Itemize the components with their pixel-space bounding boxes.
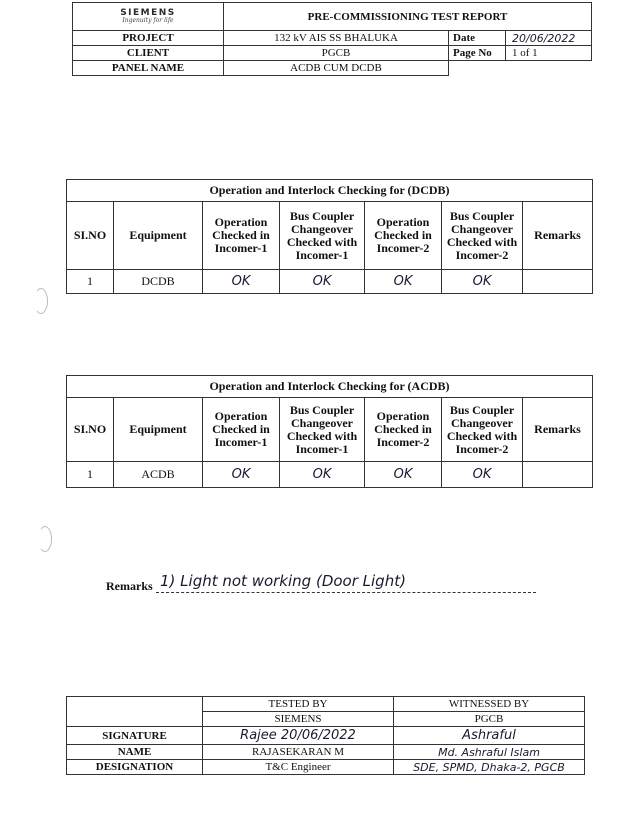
dcdb-bc2-cell: OK <box>442 270 523 294</box>
client-value: PGCB <box>224 46 449 61</box>
company-logo <box>73 3 224 31</box>
col-header-remarks: Remarks <box>523 398 593 462</box>
col-header-bc-incomer1: Bus Coupler Changeover Checked with Incomer-1 <box>280 202 365 270</box>
project-value: 132 kV AIS SS BHALUKA <box>224 31 449 46</box>
dcdb-sl-cell: 1 <box>67 270 114 294</box>
col-header-bc-incomer1: Bus Coupler Changeover Checked with Incomer-1 <box>280 398 365 462</box>
sig-header-empty <box>67 697 203 727</box>
header-empty-cell <box>506 61 592 76</box>
header-empty-cell <box>449 61 506 76</box>
col-header-op-incomer2: Operation Checked in Incomer-2 <box>365 398 442 462</box>
client-label: CLIENT <box>73 46 224 61</box>
page-value: 1 of 1 <box>506 46 592 61</box>
dcdb-bc1-cell: OK <box>280 270 365 294</box>
logo-tagline: Ingenuity for life <box>122 17 174 24</box>
designation-label: DESIGNATION <box>67 760 203 775</box>
report-header <box>72 2 592 76</box>
panel-name-label: PANEL NAME <box>73 61 224 76</box>
acdb-table-title: Operation and Interlock Checking for (ACDB) <box>67 376 593 398</box>
acdb-op2-cell: OK <box>365 462 442 488</box>
witness-signature: Ashraful <box>394 727 585 745</box>
dcdb-op1-cell: OK <box>203 270 280 294</box>
dcdb-check-table <box>66 179 593 294</box>
acdb-equipment-cell: ACDB <box>114 462 203 488</box>
remarks-underline <box>156 592 536 593</box>
dcdb-op2-cell: OK <box>365 270 442 294</box>
date-value: 20/06/2022 <box>506 31 592 46</box>
signature-table <box>66 696 585 775</box>
witnessed-by-org: PGCB <box>394 712 585 727</box>
punch-hole-mark <box>38 526 52 552</box>
name-label: NAME <box>67 745 203 760</box>
tested-designation: T&C Engineer <box>203 760 394 775</box>
col-header-remarks: Remarks <box>523 202 593 270</box>
tested-by-label: TESTED BY <box>203 697 394 712</box>
remarks-label: Remarks <box>106 579 153 593</box>
tested-name: RAJASEKARAN M <box>203 745 394 760</box>
page-label: Page No <box>449 46 506 61</box>
col-header-op-incomer1: Operation Checked in Incomer-1 <box>203 398 280 462</box>
dcdb-remarks-cell <box>523 270 593 294</box>
remarks-text: 1) Light not working (Door Light) <box>160 572 406 590</box>
col-header-equipment: Equipment <box>114 202 203 270</box>
col-header-bc-incomer2: Bus Coupler Changeover Checked with Incomer-2 <box>442 202 523 270</box>
col-header-slno: SI.NO <box>67 398 114 462</box>
punch-hole-mark <box>34 288 48 314</box>
col-header-op-incomer1: Operation Checked in Incomer-1 <box>203 202 280 270</box>
dcdb-equipment-cell: DCDB <box>114 270 203 294</box>
witnessed-by-label: WITNESSED BY <box>394 697 585 712</box>
acdb-remarks-cell <box>523 462 593 488</box>
witness-designation: SDE, SPMD, Dhaka-2, PGCB <box>394 760 585 775</box>
col-header-equipment: Equipment <box>114 398 203 462</box>
col-header-bc-incomer2: Bus Coupler Changeover Checked with Incomer-2 <box>442 398 523 462</box>
acdb-op1-cell: OK <box>203 462 280 488</box>
acdb-bc1-cell: OK <box>280 462 365 488</box>
report-title: PRE-COMMISSIONING TEST REPORT <box>224 3 592 31</box>
col-header-op-incomer2: Operation Checked in Incomer-2 <box>365 202 442 270</box>
dcdb-table-title: Operation and Interlock Checking for (DCDB) <box>67 180 593 202</box>
tested-signature: Rajee 20/06/2022 <box>203 727 394 745</box>
tested-by-org: SIEMENS <box>203 712 394 727</box>
project-label: PROJECT <box>73 31 224 46</box>
col-header-slno: SI.NO <box>67 202 114 270</box>
panel-name-value: ACDB CUM DCDB <box>224 61 449 76</box>
acdb-sl-cell: 1 <box>67 462 114 488</box>
signature-label: SIGNATURE <box>67 727 203 745</box>
acdb-check-table <box>66 375 593 488</box>
remarks-section <box>106 572 536 596</box>
acdb-bc2-cell: OK <box>442 462 523 488</box>
logo-text: SIEMENS <box>120 8 176 18</box>
date-label: Date <box>449 31 506 46</box>
witness-name: Md. Ashraful Islam <box>394 745 585 760</box>
